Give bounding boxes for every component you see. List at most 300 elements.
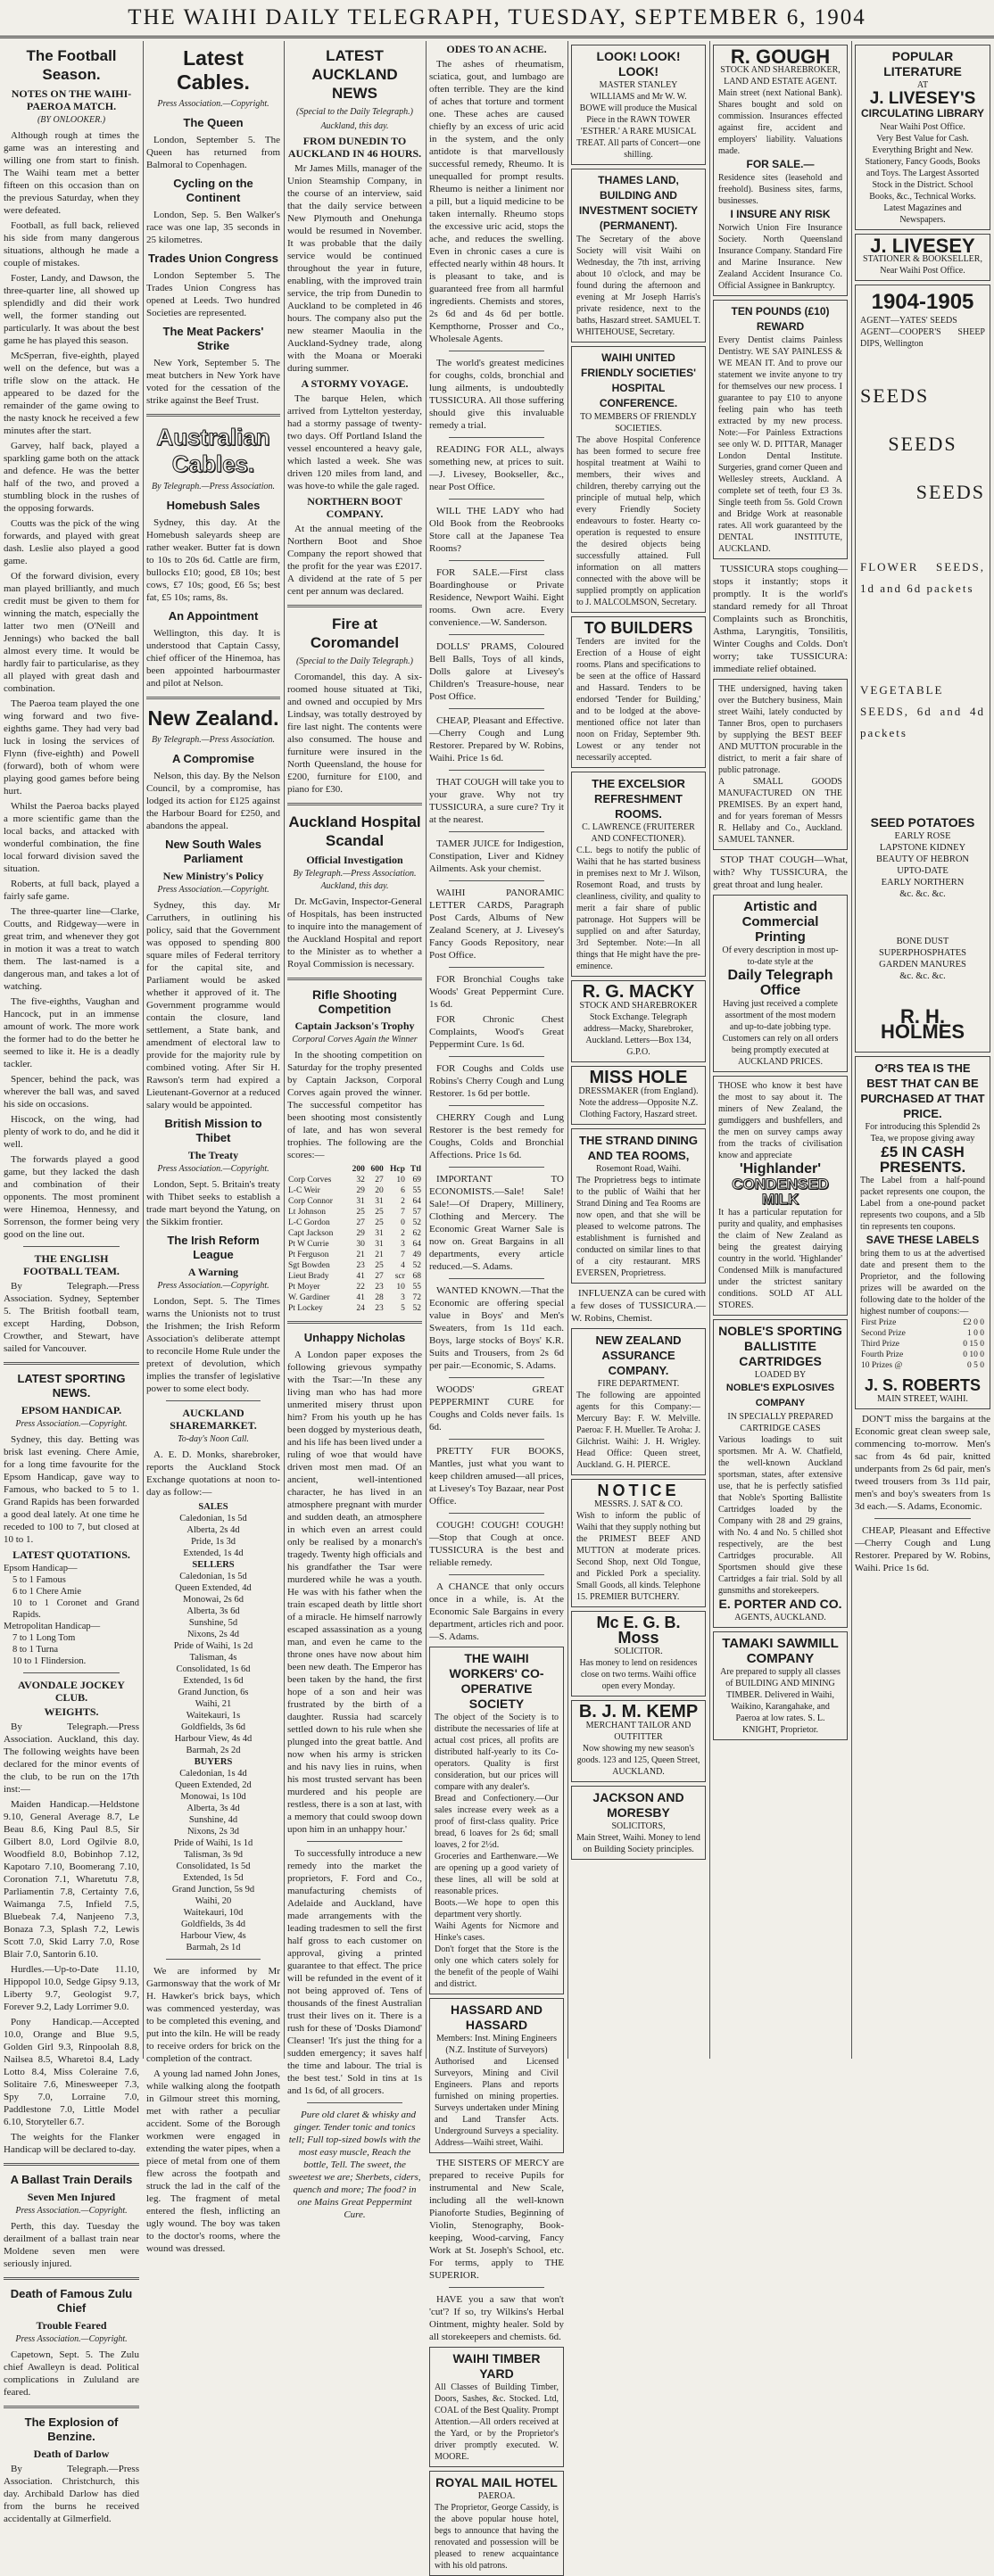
column-rule bbox=[426, 41, 427, 2059]
table-row bbox=[287, 1239, 422, 1250]
table-cell: 41 bbox=[356, 1272, 365, 1281]
ad-body: Very Best Value for Cash. Everything Bright and New. Stationery, Fancy Goods, Books and Toys. The Largest Assorted Stock in the District. School Books, &c., Technical Works. Latest Magazines and Newspapers. bbox=[865, 134, 981, 225]
ad-body: DON'T miss the bargains at the Economic great clean sweep sale, commencing to-morrow. Men's sac from 4s 6d pair, knitted underpants from 2s 6d pair, men's tweed trousers from 3s 11d pair, men's and boy's sweaters from 1s 3d each.—S. Adams, Economic. bbox=[855, 1414, 990, 1512]
ad-body: Wish to inform the public of Waihi that they supply nothing but the PRIMEST BEEF AND MUTTON at moderate prices. Second Shop, next Old Tongue, and Pickled Pork a speciality. Small Goods, all kinds. Telephone 15. PREMIER BUTCHERY. bbox=[576, 1511, 700, 1602]
divider bbox=[449, 1056, 544, 1057]
table-cell: 10 bbox=[396, 1283, 405, 1292]
quotations-list bbox=[4, 1563, 139, 1667]
seeds-label: SEEDS bbox=[888, 433, 957, 455]
market-quote: Waihi, 20 bbox=[195, 1896, 232, 1906]
credit: By Telegraph.—Press Association. Auckland, this day. bbox=[293, 869, 417, 891]
paragraph: The barque Helen, which arrived from Lyttelton yesterday, had a stormy passage of twenty-two days. Off Portland Island the vessel encountered a heavy gale, which lasted a week. She was driven 120 miles from land, and was hove-to while the gale raged. bbox=[287, 393, 422, 491]
divider bbox=[449, 1574, 544, 1575]
ad-subtitle: CIRCULATING LIBRARY bbox=[861, 107, 984, 120]
ad-moss bbox=[571, 1611, 706, 1697]
divider bbox=[449, 770, 544, 771]
ad-subtitle: TO MEMBERS OF FRIENDLY SOCIETIES. bbox=[580, 412, 697, 433]
paragraph: The Paeroa team played the one wing forward and two five-eighths game. They had very bad luck in losing the services of Flynn (five-eighth) and Powell (forward), both of whom were playing good games before being hurt. bbox=[4, 698, 139, 797]
divider bbox=[146, 697, 280, 699]
ad-body: The following are appointed agents for this Company:— Mercury Bay: F. W. Melville. Paeroa: F. H. Mueller. Te Aroha: J. Gilchrist. Waihi: J. H. Wrigley. Head Office: Queen street, Auckland. G. H. PIERCE. bbox=[576, 1391, 700, 1470]
divider bbox=[146, 414, 280, 417]
ad-dental bbox=[713, 300, 848, 559]
ad-title: 1904-1905 bbox=[871, 290, 974, 314]
table-row bbox=[287, 1185, 422, 1196]
divider bbox=[166, 1959, 261, 1960]
table-cell: 62 bbox=[412, 1229, 421, 1238]
ad-to-builders bbox=[571, 616, 706, 768]
ad-title: R. H. HOLMES bbox=[880, 1005, 965, 1043]
ad-body: WANTED KNOWN.—That the Economic are offering special value in Boys' and Men's Sweaters, from 1s 11d each. Boys, large stocks of Boys' K.R. Suits and Trousers, from 2s 6d per pair.—Economic, S. Adams. bbox=[429, 1285, 564, 1371]
list-item: 7 to 1 Long Tom bbox=[12, 1633, 76, 1643]
ad-subtitle: STOCK AND SHAREBROKER bbox=[579, 1001, 698, 1011]
table-cell: 2 bbox=[401, 1229, 405, 1238]
divider bbox=[449, 560, 544, 561]
table-row bbox=[287, 1250, 422, 1260]
table-cell: Capt Jackson bbox=[288, 1229, 334, 1238]
divider bbox=[4, 2406, 139, 2408]
market-quote: SALES bbox=[198, 1502, 228, 1512]
potato-variety: BEAUTY OF HEBRON bbox=[875, 855, 970, 864]
paragraph: Foster, Landy, and Dawson, the three-quarter line, all showed up splendidly and did their work well, the former standing out particularly. It was about the best game he has played this season. bbox=[4, 273, 139, 346]
ad-subtitle: NOBLE'S EXPLOSIVES COMPANY bbox=[725, 1383, 835, 1408]
paragraph: Coutts was the pick of the wing forwards, and played with great dash. Leslie also played a good game. bbox=[4, 518, 139, 566]
table-cell: 7 bbox=[401, 1208, 405, 1217]
subhead: British Mission to Thibet bbox=[164, 1117, 262, 1144]
market-quote: Waitekauri, 10d bbox=[183, 1908, 244, 1918]
paragraph: London September 5. The Trades Union Congress has opened at Leeds. Two hundred Societies are represented. bbox=[146, 270, 280, 318]
table-row bbox=[860, 1328, 985, 1339]
column-1 bbox=[4, 41, 139, 2524]
divider bbox=[4, 2163, 139, 2166]
ad-subtitle: AGENTS, AUCKLAND. bbox=[734, 1613, 826, 1622]
ad-body: TUSSICURA stops coughing—stops it instantly; stops it promptly. It is the world's standard remedy for all Throat Complaints such as Bronchitis, Asthma, Laryngitis, Tonsilitis, Winter Coughs and Colds. Don't worry; take TUSSICURA: immediate relief obtained. bbox=[713, 564, 848, 674]
headline-sporting: LATEST SPORTING NEWS. bbox=[17, 1372, 126, 1399]
ad-body: FOR Bronchial Coughs take Woods' Great Peppermint Cure. 1s 6d. bbox=[429, 974, 564, 1010]
divider bbox=[449, 1105, 544, 1106]
ad-title: FOR SALE.— bbox=[746, 158, 815, 170]
table-cell: 20 bbox=[375, 1186, 384, 1195]
paragraph: Sydney, this day. Mr Carruthers, in outlining his policy, said that the Government was opposed to spending 800 square miles of Federal territory for the capital site, and Parliament would be asked whether it approved of it. The Government programme would contain the closure, land settlement, a State bank, and amendment of electoral law to provide for the majority rule by combined voting. After Sir H. Rawson's term had expired a Lieutenant-Governor at a reduced salary would be appointed. bbox=[146, 900, 280, 1110]
credit: Press Association.—Copyright. bbox=[157, 1281, 269, 1291]
divider bbox=[4, 2277, 139, 2280]
ad-title: Artistic and Commercial Printing bbox=[741, 899, 819, 945]
table-cell: 25 bbox=[356, 1208, 365, 1217]
table-cell: 57 bbox=[412, 1208, 421, 1217]
ad-body: PRETTY FUR BOOKS, Mantles, just what you want to keep children amused—all prices, at Livesey's Toy Bazaar, near Post Office. bbox=[429, 1446, 564, 1507]
table-cell: 64 bbox=[412, 1240, 421, 1249]
column-2 bbox=[146, 41, 280, 2254]
table-row bbox=[860, 1350, 985, 1360]
ad-jackson-moresby bbox=[571, 1786, 706, 1860]
paragraph: Garvey, half back, played a sparkling game both on the attack and defence. He was the better half of the two, and proved a stumbling block in the rushes of the opposing forwards. bbox=[4, 441, 139, 514]
ad-body: The world's greatest medicines for coughs, colds, bronchial and lung ailments, is undoubtedly TUSSICURA. All those suffering should give this invaluable remedy a trial. bbox=[429, 358, 564, 431]
table-cell: Second Prize bbox=[861, 1329, 906, 1338]
credit: (Special to the Daily Telegraph.) bbox=[296, 107, 413, 117]
table-row bbox=[287, 1175, 422, 1185]
ad-body: Every Dentist claims Painless Dentistry. WE SAY PAINLESS & WE MEAN IT. And to prove our statement we invite anyone to try for themselves our new process. I guarantee to pay £10 to anyone feeling pain who has teeth extracted by my new process. Note:—For Painless Extractions see only W. D. PITTAR, Manager London Dental Institute. Surgeries, grand corner Queen and Wellesley streets, Auckland. A complete set of teeth, four £3 3s. Single teeth from 5s. Gold Crown and Bridge Work at reasonable rates. All work guaranteed by the DENTAL INSTITUTE, AUCKLAND. bbox=[718, 335, 842, 554]
table-cell: 21 bbox=[356, 1251, 365, 1259]
table-cell: 23 bbox=[375, 1304, 384, 1313]
table-cell: 22 bbox=[356, 1283, 365, 1292]
table-cell: 55 bbox=[412, 1283, 421, 1292]
paragraph: Dr. McGavin, Inspector-General of Hospitals, has been instructed to inquire into the management of the Auckland Hospital and report to the Minister as to whether a Royal Commission is necessary. bbox=[287, 896, 422, 970]
ad-body: bring them to us at the advertised date and present them to the Proprietor, and the following prizes will be awarded on the following date to the holder of the highest number of coupons:— bbox=[860, 1249, 985, 1317]
sharemarket-list bbox=[146, 1501, 280, 1953]
table-cell: 0 bbox=[401, 1218, 405, 1227]
table-cell: 64 bbox=[412, 1197, 421, 1206]
market-quote: Extended, 1s 6d bbox=[183, 1676, 244, 1686]
divider bbox=[449, 1278, 544, 1279]
ad-body: The Proprietor, George Cassidy, is the above popular house hotel, begs to announce that having the renovated and possession will be pleased to renew acquaintance with his old patrons. bbox=[435, 2503, 559, 2571]
ad-title: NOBLE'S SPORTING BALLISTITE CARTRIDGES bbox=[718, 1324, 842, 1368]
credit: Press Association.—Copyright. bbox=[15, 2206, 128, 2216]
table-cell: 3 bbox=[401, 1240, 405, 1249]
paragraph: The five-eighths, Vaughan and Hancock, put in an immense amount of work. The more work the former had to do the better he seemed to like it. He is a deadly tackler. bbox=[4, 996, 139, 1069]
divider bbox=[449, 967, 544, 968]
table-cell: Lt Johnson bbox=[288, 1208, 326, 1217]
column-rule bbox=[567, 41, 568, 2059]
market-quote: Extended, 1s 5d bbox=[183, 1873, 244, 1883]
market-quote: Waitekauri, 1s bbox=[186, 1711, 241, 1721]
market-quote: Caledonian, 1s 5d bbox=[179, 1514, 247, 1523]
subhead: An Appointment bbox=[168, 609, 259, 623]
table-cell: 3 bbox=[401, 1293, 405, 1302]
potato-variety: &c. &c. &c. bbox=[899, 889, 946, 899]
market-quote: Caledonian, 1s 4d bbox=[179, 1769, 247, 1779]
table-cell: 52 bbox=[412, 1218, 421, 1227]
paragraph: A. E. D. Monks, sharebroker, reports the Auckland Stock Exchange quotations at noon to-day as follow:— bbox=[146, 1449, 280, 1498]
ad-tamaki-sawmill bbox=[713, 1631, 848, 1740]
market-quote: Goldfields, 3s 6d bbox=[180, 1722, 246, 1732]
flower-seeds: FLOWER SEEDS, 1d and 6d packets bbox=[860, 560, 985, 595]
subheading: Official Investigation bbox=[306, 854, 403, 866]
market-quote: Talisman, 4s bbox=[189, 1653, 237, 1663]
ad-livesey-library bbox=[855, 45, 990, 230]
ad-subtitle: MAIN STREET, WAIHI. bbox=[877, 1394, 968, 1404]
manure-list bbox=[860, 936, 985, 982]
dateline: Auckland, this day. bbox=[320, 121, 389, 131]
table-row bbox=[860, 1360, 985, 1371]
ad-body: Authorised and Licensed Surveyors, Mining and Civil Engineers. Plans and reports furnished on mining properties. Surveys undertaken under Mining and Land Transfer Acts. Underground Surveys a speciality. Address—Waihi street, Waihi. bbox=[435, 2057, 559, 2148]
ad-title: TO BUILDERS bbox=[584, 619, 693, 637]
ad-tea bbox=[855, 1056, 990, 1409]
column-rule bbox=[851, 41, 852, 2059]
paragraph: Hiscock, on the wing, had plenty of work to do, and he did it well. bbox=[4, 1114, 139, 1150]
divider bbox=[449, 2287, 544, 2288]
potato-variety: EARLY ROSE bbox=[894, 831, 951, 841]
table-row bbox=[287, 1292, 422, 1303]
paragraph: Mr James Mills, manager of the Union Steamship Company, in the course of an interview, said that the daily service between New Plymouth and Onehunga would be resumed in November. It was probable that the daily service would be continued throughout the year in future, enabling, with the improved train service, the trip from Dunedin to Auckland to be completed in 46 hours. The company also put the new steamer Maoulia in the Auckland-Sydney trade, along with the Moana or Moeraki during summer. bbox=[287, 163, 422, 374]
table-cell: 32 bbox=[356, 1176, 365, 1185]
ad-body: STOP THAT COUGH—What, with? Why TUSSICURA, the great throat and lung healer. bbox=[713, 855, 848, 890]
table-cell: 23 bbox=[356, 1261, 365, 1270]
column-3 bbox=[287, 41, 422, 2220]
ad-body: THE undersigned, having taken over the Butchery business, Main street Waihi, lately conducted by Tanner Bros, open to purchasers by supplying the BEST BEEF AND MUTTON procurable in the district, to merit a fair share of public patronage. bbox=[718, 684, 842, 775]
table-cell: 21 bbox=[375, 1251, 384, 1259]
ad-body: A CHANCE that only occurs once in a while, is. At the Economic Sale Bargains in every department, articles rich and poor.—S. Adams. bbox=[429, 1581, 564, 1642]
paragraph: Football, as full back, relieved his side from many dangerous situations, although he made a couple of mistakes. bbox=[4, 220, 139, 268]
market-quote: Goldfields, 3s 4d bbox=[180, 1920, 246, 1929]
subheading: Trouble Feared bbox=[36, 2319, 107, 2332]
column-5 bbox=[571, 41, 706, 2059]
ad-body: WILL THE LADY who had Old Book from the Reobrooks Store call at the Japanese Tea Rooms? bbox=[429, 506, 564, 554]
potato-variety: EARLY NORTHERN bbox=[881, 878, 965, 888]
market-quote: Pride, 1s 3d bbox=[191, 1537, 236, 1547]
ad-title: LOOK! LOOK! LOOK! bbox=[596, 49, 681, 78]
subheading: New Ministry's Policy bbox=[162, 870, 264, 882]
ad-body: HAVE you a saw that won't 'cut'? If so, try Wilkins's Herbal Ointment, mighty healer. Sold by all storekeepers and chemists. 6d. bbox=[429, 2294, 564, 2342]
headline-hospital: Auckland Hospital Scandal bbox=[288, 813, 421, 849]
ad-miss-hole bbox=[571, 1066, 706, 1125]
ad-title: J. LIVESEY'S bbox=[869, 89, 976, 108]
ad-macky bbox=[571, 980, 706, 1062]
ad-body: The Proprietress begs to intimate to the public of Waihi that her Strand Dining and Tea Rooms are now open, and that she will be pleased to welcome patrons. The establishment is furnished and conducted on similar lines to that of a city restaurant. MRS EVERSEN, Proprietress. bbox=[576, 1176, 700, 1278]
table-cell: Corp Corves bbox=[288, 1176, 332, 1185]
divider bbox=[287, 978, 422, 980]
table-cell: W. Gardiner bbox=[288, 1293, 330, 1302]
market-quote: Grand Junction, 5s 9d bbox=[171, 1885, 255, 1895]
paragraph: London, Sept. 5. The Times warns the Unionists not to trust the Irishmen; the Irish Reform Association's deliberate attempt to reconcile Home Rule under the pretext of devolution, which implies the transfer of legislative power to some elect body. bbox=[146, 1296, 280, 1394]
table-cell: 52 bbox=[412, 1261, 421, 1270]
divider bbox=[449, 634, 544, 635]
market-quote: SELLERS bbox=[192, 1560, 235, 1570]
ad-body: DOLLS' PRAMS, Coloured Bell Balls, Toys of all kinds, Dolls galore at Livesey's Children's Treasure-house, near Post Office. bbox=[429, 641, 564, 702]
ad-title: THE STRAND DINING AND TEA ROOMS, bbox=[579, 1134, 698, 1162]
table-cell: 5 bbox=[401, 1304, 405, 1313]
ad-body: The above Hospital Conference has been formed to secure free hospital treatment at Waihi to members, their wives and children, thereby carrying out the principle of mutual help, which every Friendly Society endeavours to foster. Hearty co-operation is requested to ensure the desired objects being successfully attained. Full information on all matters connected with the above will be supplied promptly on application to J. MALCOLMSON, Secretary. bbox=[576, 435, 700, 607]
table-cell: 69 bbox=[412, 1176, 421, 1185]
ad-body: All Classes of Building Timber, Doors, Sashes, &c. Stocked. Ltd, COAL of the Best Quality. Prompt Attention.—All orders received at the Yard, or by the Proprietor's driver promptly executed. W. MOORE. bbox=[435, 2382, 559, 2462]
market-quote: Nixons, 2s 3d bbox=[186, 1827, 240, 1837]
ad-hassard bbox=[429, 1998, 564, 2153]
ad-subtitle: STOCK AND SHAREBROKER, LAND AND ESTATE AGENT. bbox=[720, 65, 841, 87]
market-quote: Barmah, 2s 2d bbox=[186, 1746, 241, 1755]
subhead: Cycling on the Continent bbox=[173, 177, 253, 204]
list-item: Metropolitan Handicap— bbox=[4, 1622, 101, 1631]
market-quote: Barmah, 2s 1d bbox=[186, 1943, 241, 1953]
paragraph: Spencer, behind the pack, was wherever the ball was, and saved his side on occasions. bbox=[4, 1074, 139, 1110]
paragraph: The three-quarter line—Clarke, Coutts, and Ridgeway—were in great trim, and whenever they got in motion it was a treat to watch them. The last-named is a dangerous man, and takes a lot of watching. bbox=[4, 906, 139, 992]
ad-title: TEN POUNDS (£10) REWARD bbox=[731, 305, 830, 333]
table-cell: 31 bbox=[375, 1197, 384, 1206]
table-cell: 24 bbox=[356, 1304, 365, 1313]
divider bbox=[166, 1400, 261, 1401]
ad-body: INFLUENZA can be cured with a few doses of TUSSICURA.—W. Robins, Chemist. bbox=[571, 1288, 706, 1324]
table-cell: Pt Ferguson bbox=[288, 1251, 329, 1259]
headline-nicholas: Unhappy Nicholas bbox=[303, 1331, 406, 1344]
market-quote: Monowai, 2s 6d bbox=[183, 1595, 244, 1605]
table-cell: 29 bbox=[356, 1229, 365, 1238]
paragraph: London, September 5. The Queen has returned from Balmoral to Copenhagen. bbox=[146, 135, 280, 170]
subheading: THE ENGLISH FOOTBALL TEAM. bbox=[23, 1252, 120, 1277]
divider bbox=[4, 1362, 139, 1365]
ad-body: THOSE who know it best have the most to say about it. The miners of New Zealand, the gumdiggers and bushfellers, and the men on survey camps away from the tracks of civilisation know and appreciate bbox=[718, 1081, 842, 1160]
table-row bbox=[287, 1271, 422, 1282]
table-cell: L-C Weir bbox=[288, 1186, 320, 1195]
divider bbox=[449, 1439, 544, 1440]
subheading: NOTES ON THE WAIHI-PAEROA MATCH. bbox=[11, 87, 132, 112]
ad-body: A SMALL GOODS MANUFACTURED ON THE PREMISES. By an expert hand, and for years foreman of Messrs R. Hellaby and Co., Auckland. SAMUEL TANNER. bbox=[718, 777, 842, 845]
ad-body: AGENT—YATES' SEEDS bbox=[860, 316, 957, 326]
column-rule bbox=[709, 41, 710, 2059]
market-quote: Alberta, 3s 4d bbox=[186, 1804, 240, 1813]
table-cell: 30 bbox=[356, 1240, 365, 1249]
table-cell: scr bbox=[394, 1272, 405, 1281]
ad-title: CONDENSED MILK bbox=[732, 1176, 829, 1208]
table-cell: Pt Moyer bbox=[288, 1283, 320, 1292]
ad-nobles-cartridges bbox=[713, 1319, 848, 1628]
headline-australian-cables: Australian Cables. bbox=[156, 424, 270, 477]
table-header: Ttl bbox=[410, 1165, 421, 1174]
paragraph: By Telegraph.—Press Association. Auckland, this day. The following weights have been declared for the minor events of the club, to be run on the 17th inst:— bbox=[4, 1721, 139, 1795]
ad-title: B. J. M. KEMP bbox=[578, 1702, 699, 1721]
ad-printing bbox=[713, 895, 848, 1072]
divider bbox=[287, 1321, 422, 1324]
ad-body: The Label from a half-pound packet represents one coupon, the Label from a one-pound packet represents two coupons, and a 5lb tin represents ten coupons. bbox=[860, 1176, 985, 1232]
table-cell: Pt Lockey bbox=[288, 1304, 323, 1313]
subhead: A Compromise bbox=[172, 752, 254, 765]
credit: Press Association.—Copyright. bbox=[157, 99, 269, 109]
table-cell: Sgt Bowden bbox=[288, 1261, 330, 1270]
credit: By Telegraph.—Press Association. bbox=[152, 482, 275, 491]
ad-subtitle: IN SPECIALLY PREPARED CARTRIDGE CASES bbox=[727, 1412, 833, 1433]
paragraph: Capetown, Sept. 5. The Zulu chief Awalleyn is dead. Political complications in Zululand are feared. bbox=[4, 2349, 139, 2398]
table-cell: First Prize bbox=[861, 1318, 897, 1327]
ad-title: THAMES LAND, BUILDING AND INVESTMENT SOCIETY (PERMANENT). bbox=[578, 174, 699, 232]
ad-body: Boots.—We hope to open this department very shortly. bbox=[435, 1898, 559, 1920]
paragraph: By Telegraph.—Press Association. Sydney, September 5. The British football team, except Harding, Dobson, Crowther, and Stewart, have sailed for Vancouver. bbox=[4, 1281, 139, 1354]
headline-benzine: The Explosion of Benzine. bbox=[24, 2415, 119, 2443]
ad-subtitle: STATIONER & BOOKSELLER, bbox=[863, 254, 982, 264]
list-item: 5 to 1 Famous bbox=[12, 1575, 66, 1585]
ad-highlander bbox=[713, 1076, 848, 1316]
table-cell: 23 bbox=[375, 1283, 384, 1292]
paragraph: Coromandel, this day. A six-roomed house situated at Tiki, and owned and occupied by Mrs Lindsay, was totally destroyed by fire last night. The contents were also consumed. The house and furniture were insured in the North Queensland, the house for £200, furniture for £100, and piano for £30. bbox=[287, 672, 422, 795]
ad-title: £5 IN CASH PRESENTS. bbox=[879, 1144, 966, 1176]
potatoes-list bbox=[860, 830, 985, 900]
ad-body: The ashes of rheumatism, sciatica, gout, and lumbago are often terrible. They are the kind of aches that torture and torment one. These aches are caused chiefly by an excess of uric acid in the system, and the only antidote is that marvellously successful remedy, Rheumo. It is unequalled for prompt results. Rheumo is neither a liniment nor a pill, but a liquid medicine to be taken internally. Rheumo stops the excessive uric acid, stops the ache, and reduces the swelling. Even in chronic cases a cure is effected nearly within 48 hours. It is pleasant to take, and is guaranteed free from all harmful ingredients. Chemists and stores, 2s 6d and 4s 6d per bottle. Kempthorne, Prosser and Co., Wholesale Agents. bbox=[429, 59, 564, 344]
ad-title: E. PORTER AND CO. bbox=[718, 1597, 842, 1611]
divider bbox=[287, 803, 422, 805]
list-item: 8 to 1 Turna bbox=[12, 1645, 59, 1655]
ad-body: Don't forget that the Store is the only one which caters solely for the benefit of the people of Waihi and district. bbox=[435, 1944, 559, 1989]
table-row bbox=[287, 1207, 422, 1218]
divider bbox=[874, 1518, 971, 1519]
list-item: Epsom Handicap— bbox=[4, 1564, 78, 1573]
divider bbox=[449, 1513, 544, 1514]
ad-title: WAIHI UNITED FRIENDLY SOCIETIES' HOSPITAL CONFERENCE. bbox=[581, 351, 696, 409]
paragraph: Hurdles.—Up-to-Date 11.10, Hippopol 10.0, Sedge Gipsy 9.13, Liberty 9.7, Geologist 9.7, Forever 9.2, Lady Lorrimer 9.0. bbox=[4, 1964, 139, 2012]
paragraph: At the annual meeting of the Northern Boot and Shoe Company the report showed that the profit for the year was £2017. A dividend at the rate of 5 per cent per annum was declared. bbox=[287, 524, 422, 597]
market-quote: Grand Junction, 6s bbox=[178, 1688, 249, 1697]
list-item: 6 to 1 Chere Amie bbox=[12, 1587, 81, 1597]
market-quote: Queen Extended, 2d bbox=[175, 1780, 252, 1790]
table-cell: £2 0 0 bbox=[963, 1318, 984, 1327]
ad-subtitle: Rosemont Road, Waihi. bbox=[595, 1164, 682, 1174]
table-cell: 55 bbox=[412, 1186, 421, 1195]
masthead bbox=[0, 0, 994, 38]
subheading: Death of Darlow bbox=[33, 2448, 110, 2460]
subhead: New South Wales Parliament bbox=[165, 838, 261, 865]
ad-body: WAIHI PANORAMIC LETTER CARDS, Paragraph Post Cards, Albums of New Zealand Scenery, at J. Livesey's Fancy Goods Repository, near Post Office. bbox=[429, 888, 564, 961]
market-quote: Talisman, 3s 9d bbox=[183, 1850, 244, 1860]
table-row bbox=[287, 1303, 422, 1314]
market-quote: Extended, 1s 4d bbox=[183, 1548, 244, 1558]
ad-livesey-stationer bbox=[855, 234, 990, 281]
ad-cooperative bbox=[429, 1647, 564, 1994]
headline-football: The Football Season. bbox=[26, 47, 117, 83]
divider bbox=[449, 831, 544, 832]
ad-look bbox=[571, 45, 706, 165]
table-cell: 29 bbox=[356, 1186, 365, 1195]
market-quote: Monowai, 1s 10d bbox=[180, 1792, 246, 1802]
ad-royal-mail-hotel bbox=[429, 2471, 564, 2576]
ad-title: Daily Telegraph Office bbox=[727, 968, 833, 998]
headline-auckland-news: LATEST AUCKLAND NEWS bbox=[311, 47, 398, 102]
ad-title: NOTICE bbox=[597, 1482, 680, 1499]
paragraph: Nelson, this day. By the Nelson Council, by a compromise, has lodged its action for £125 against the Harbour Board for £250, and abandons the appeal. bbox=[146, 771, 280, 831]
ad-title: THE WAIHI WORKERS' CO-OPERATIVE SOCIETY bbox=[449, 1651, 544, 1711]
paragraph: We are informed by Mr Garmonsway that the work of Mr H. Hawker's brick bays, which was commenced yesterday, was to be completed this evening, and put into the kiln. He will be ready to receive orders for brick on the completion of the contract. bbox=[146, 1966, 280, 2064]
list-item: 10 to 1 Coronet and Grand Rapids. bbox=[12, 1598, 139, 1620]
market-quote: Alberta, 3s 6d bbox=[186, 1606, 240, 1616]
divider bbox=[287, 605, 422, 607]
ad-title: NEW ZEALAND ASSURANCE COMPANY. bbox=[595, 1333, 682, 1377]
ad-body: Now showing my new season's goods. 123 and 125, Queen Street, AUCKLAND. bbox=[576, 1744, 700, 1777]
ad-subtitle: LOADED BY bbox=[754, 1370, 807, 1380]
subhead: The Meat Packers' Strike bbox=[162, 325, 264, 352]
ad-title: WAIHI TIMBER YARD bbox=[452, 2351, 541, 2381]
paragraph: In the shooting competition on Saturday for the trophy presented by Captain Jackson, Corporal Corves again proved the winner. The successful competitor has been shooting most consistently of late, and has won several trophies. The following are the scores:— bbox=[287, 1050, 422, 1160]
ad-title: R. GOUGH bbox=[730, 45, 831, 68]
ad-body: MASTER STANLEY WILLIAMS and Mr W. W. BOWE will produce the Musical Piece in the RAWN TOWER 'ESTHER.' A RARE MUSICAL TREAT. All parts of Concert—one shilling. bbox=[576, 80, 700, 160]
subheading: WEIGHTS. bbox=[44, 1705, 99, 1718]
ad-excelsior bbox=[571, 772, 706, 977]
ad-title: ROYAL MAIL HOTEL bbox=[435, 2475, 558, 2489]
headline-new-zealand: New Zealand. bbox=[147, 706, 279, 730]
table-cell: Fourth Prize bbox=[861, 1350, 904, 1359]
ad-body: Groceries and Earthenware.—We are opening up a good variety of these lines, all will be sold at reasonable prices. bbox=[435, 1852, 559, 1896]
paragraph: By Telegraph.—Press Association. Christchurch, this day. Archibald Darlow has died from the burns he received accidentally at Gilmerfield. bbox=[4, 2464, 139, 2524]
ad-title: Mc E. G. B. Moss bbox=[596, 1614, 681, 1647]
column-rule bbox=[143, 41, 144, 2059]
divider bbox=[449, 499, 544, 500]
ad-subtitle: SOLICITOR. bbox=[614, 1647, 663, 1656]
ad-body: FOR SALE.—First class Boardinghouse or Private Residence, Newport Waihi. Eight rooms. Own acre. Every convenience.—W. Sanderson. bbox=[429, 567, 564, 628]
table-cell: Pt W Currie bbox=[288, 1240, 329, 1249]
divider bbox=[307, 2102, 402, 2103]
potato-variety: LAPSTONE KIDNEY bbox=[879, 843, 966, 853]
ad-body: Residence sites (leasehold and freehold). Business sites, farms, businesses. bbox=[718, 173, 842, 206]
ad-butchery bbox=[713, 679, 848, 850]
subheading: To-day's Noon Call. bbox=[178, 1434, 249, 1444]
headline-ballast: A Ballast Train Derails bbox=[10, 2173, 133, 2186]
ad-body: THAT COUGH will take you to your grave. Why not try TUSSICURA, a sure cure? Try it at the nearest. bbox=[429, 777, 564, 825]
table-cell: 27 bbox=[375, 1272, 384, 1281]
subhead: Trades Union Congress bbox=[148, 252, 278, 265]
table-cell: 31 bbox=[356, 1197, 365, 1206]
ad-body: CHEAP, Pleasant and Effective.—Cherry Cough and Lung Restorer. Prepared by W. Robins, Waihi. Price 1s 6d. bbox=[429, 715, 564, 764]
paragraph: A London paper exposes the following grievous sympathy with the Tsar:—'In these any living man who has had more unmerited misery thrust upon him? From his youth up he has been dogged by mysterious death, and his life has been lived under a ruling of woe that would have driven most men mad. Of an ancient, well-intentioned character, he has lived in an atmosphere pregnant with murder and sudden death, an atmosphere in which even an arrest could only be realised by a monarch's tragedy. Twenty high officials and his grandfather the Tsar were murdered while he was a youth. He was with his father when the train escaped death by little short of a miracle. He himself narrowly escaped assassination as a young man, and even he came to the throne ones have now about him been new death. The Emperor has been taken by the hand, the first hope of a son and heir was frustrated by the birth of a daughter. Russia had scarcely settled down to his rule when she plunged into the great battle. And now when his army is stricken and his navy lies in ruins, when his most trusted servant has been murdered and his people are restless, there is a son at last, with a memory that could swoop down upon him in an unhappy hour.' bbox=[287, 1350, 422, 1835]
subhead: The Irish Reform League bbox=[167, 1234, 260, 1261]
ad-title: 'Highlander' bbox=[739, 1161, 822, 1177]
table-cell: 27 bbox=[375, 1176, 384, 1185]
divider bbox=[23, 1246, 120, 1247]
ad-body: Note the address—Opposite N.Z. Clothing Factory, Haszard street. bbox=[578, 1098, 699, 1119]
market-quote: Queen Extended, 4d bbox=[175, 1583, 252, 1593]
table-row bbox=[287, 1218, 422, 1228]
ad-body: FOR Coughs and Colds use Robins's Cherry Cough and Lung Restorer. 1s 6d per bottle. bbox=[429, 1063, 564, 1099]
